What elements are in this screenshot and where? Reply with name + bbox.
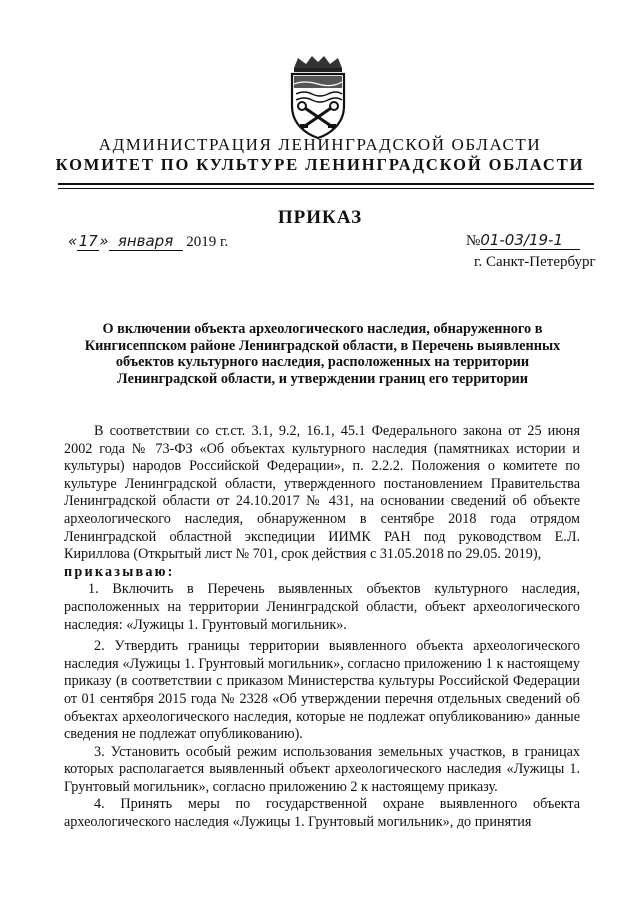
date-year: 2019 г.	[186, 234, 229, 250]
subject-line: О включении объекта археологического наследия, обнаруженного в	[102, 321, 543, 337]
coat-of-arms-emblem	[284, 54, 352, 140]
subject-line: Кингисеппском районе Ленинградской области, в Перечень выявленных	[84, 337, 561, 354]
header-rule-thin	[58, 188, 594, 189]
document-subject	[60, 321, 585, 387]
order-item-4: 4. Принять меры по государственной охране выявленного объекта археологического наследия «Лужицы 1. Грунтовый могильник», до принятия	[64, 796, 580, 831]
number-label: №	[466, 233, 481, 249]
date-close-quote: »	[99, 232, 109, 250]
preamble-paragraph: В соответствии со ст.ст. 3.1, 9.2, 16.1, 45.1 Федерального закона от 25 июня 2002 года № 73-ФЗ «Об объектах культурного наследия (памятниках истории и культуры) народов Российской Федерации», п. 2.2.2. Положения о комитете по культуре Ленинградской области, утвержденного постановлением Правительства Ленинградской области от 24.10.2017 № 431, на основании сведений об объекте археологического наследия, обнаруженном в сентябре 2018 года отрядом Ленинградской областной экспедиции ИИМК РАН под руководством Е.Л. Кириллова (Открытый лист № 701, срок действия с 31.05.2018 по 29.05. 2019),	[64, 423, 580, 563]
date-month: января	[109, 233, 183, 251]
header-rule-thick	[58, 183, 594, 185]
order-item-3: 3. Установить особый режим использования земельных участков, в границах которых располагается выявленный объект археологического наследия «Лужицы 1. Грунтовый могильник», согласно приложению 2 к настоящему приказу.	[64, 743, 580, 795]
order-item-2: 2. Утвердить границы территории выявленного объекта археологического наследия «Лужицы 1. Грунтовый могильник», согласно приложению 1 к настоящему приказу (в соответствии с приказом Министерства культуры Российской Федерации от 01 сентября 2015 года № 2328 «Об утверждении перечня отдельных сведений об объектах археологического наследия, которые не подлежат опубликованию» данные сведения не подлежат опубликованию).	[64, 638, 580, 743]
subject-line: Ленинградской области, и утверждении границ его территории	[117, 370, 528, 387]
subject-line: объектов культурного наследия, расположенных на территории	[115, 354, 530, 370]
document-date	[68, 232, 228, 251]
order-word: приказываю:	[64, 563, 175, 580]
document-body	[64, 423, 580, 832]
document-title: ПРИКАЗ	[277, 207, 363, 228]
number-value: 01-03/19-1	[480, 232, 580, 250]
order-item-1: 1. Включить в Перечень выявленных объектов культурного наследия, расположенных на территории Ленинградской области, объект археологического наследия: «Лужицы 1. Грунтовый могильник».	[64, 581, 580, 633]
document-number	[466, 232, 580, 250]
date-day: 17	[78, 232, 98, 250]
document-city: г. Санкт-Петербург	[474, 254, 596, 270]
date-open-quote: «	[68, 232, 78, 250]
organization-line-1: АДМИНИСТРАЦИЯ ЛЕНИНГРАДСКОЙ ОБЛАСТИ	[98, 135, 542, 154]
organization-line-2: КОМИТЕТ ПО КУЛЬТУРЕ ЛЕНИНГРАДСКОЙ ОБЛАСТИ	[55, 155, 585, 174]
